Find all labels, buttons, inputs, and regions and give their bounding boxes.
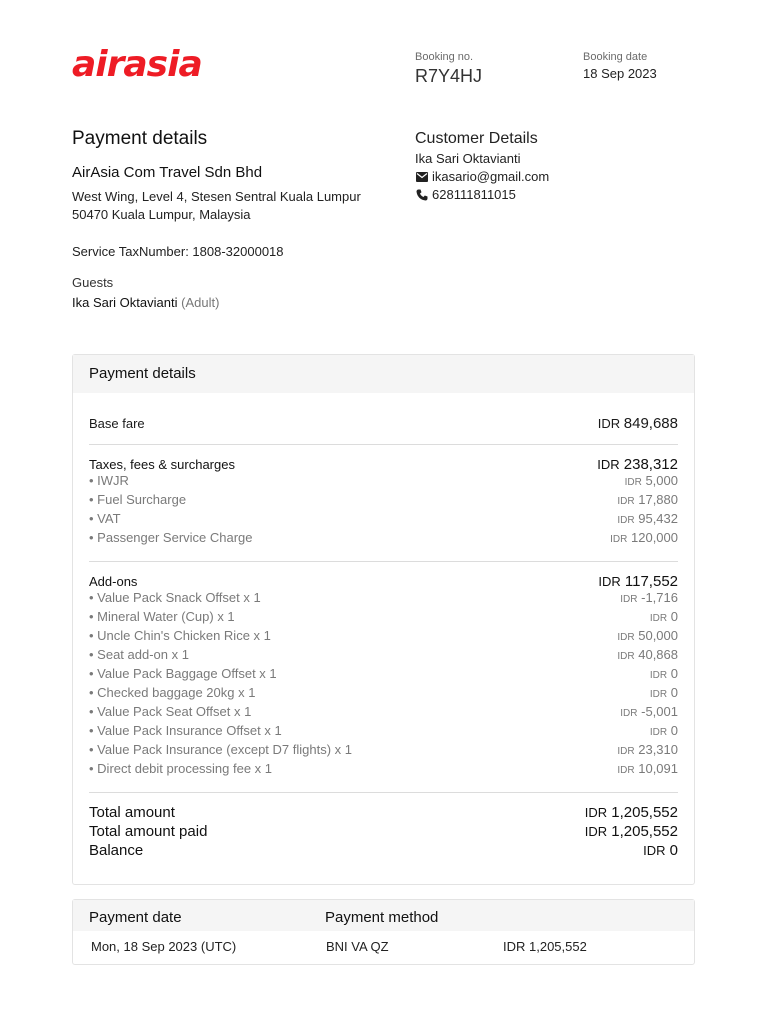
line-item <box>89 761 678 780</box>
divider <box>89 792 678 793</box>
line-item-amount: 50,000 <box>638 628 678 643</box>
taxes-value <box>597 456 678 473</box>
customer-email-text: ikasario@gmail.com <box>432 169 550 184</box>
customer-phone-text: 628111811015 <box>432 187 516 202</box>
currency-label: IDR <box>649 670 668 681</box>
total-label: Balance <box>89 842 144 859</box>
booking-number <box>415 51 482 87</box>
taxes-amount: 238,312 <box>623 456 678 473</box>
currency-label: IDR <box>617 746 635 757</box>
line-item-value <box>650 685 678 700</box>
line-item <box>89 647 678 666</box>
line-item <box>89 685 678 704</box>
booking-date <box>583 51 657 81</box>
line-item-amount: 23,310 <box>638 742 678 757</box>
currency-label: IDR <box>649 613 668 624</box>
line-item-label: • Seat add-on x 1 <box>89 647 189 662</box>
currency-label: IDR <box>610 534 628 545</box>
currency-label: IDR <box>597 416 621 431</box>
airasia-logo: airasia <box>72 44 202 85</box>
line-item <box>89 723 678 742</box>
customer-details <box>415 130 715 202</box>
line-item-amount: 0 <box>670 609 678 624</box>
line-item <box>89 666 678 685</box>
total-row <box>89 842 678 861</box>
total-label: Total amount <box>89 804 175 821</box>
line-item-amount: 5,000 <box>645 473 678 488</box>
line-item-label: • Checked baggage 20kg x 1 <box>89 685 256 700</box>
line-item-value <box>650 723 678 738</box>
line-item-label: • Value Pack Seat Offset x 1 <box>89 704 252 719</box>
currency-label: IDR <box>617 632 635 643</box>
booking-date-label: Booking date <box>583 51 648 63</box>
currency-label: IDR <box>620 708 638 719</box>
payment-transactions-card <box>72 899 695 965</box>
currency-label: IDR <box>598 574 621 589</box>
customer-name: Ika Sari Oktavianti <box>415 151 521 166</box>
taxes-items <box>89 473 678 549</box>
payment-details-card <box>72 354 695 885</box>
addons-amount: 117,552 <box>624 573 678 590</box>
line-item-amount: 0 <box>670 685 678 700</box>
line-item <box>89 590 678 609</box>
booking-number-value: R7Y4HJ <box>415 66 483 86</box>
transaction-date: Mon, 18 Sep 2023 (UTC) <box>91 939 237 954</box>
company-name: AirAsia Com Travel Sdn Bhd <box>72 164 263 181</box>
booking-number-label: Booking no. <box>415 51 474 63</box>
line-item-label: • Fuel Surcharge <box>89 492 187 507</box>
customer-phone <box>415 187 715 202</box>
line-item-value <box>650 666 678 681</box>
customer-email <box>415 169 715 184</box>
divider <box>89 444 678 445</box>
line-item-value <box>650 609 678 624</box>
payment-method-header: Payment method <box>325 909 439 926</box>
total-amount: 0 <box>669 842 678 859</box>
line-item-label: • Value Pack Snack Offset x 1 <box>89 590 261 605</box>
currency-label: IDR <box>617 765 635 776</box>
base-fare-label: Base fare <box>89 416 145 431</box>
line-item-label: • VAT <box>89 511 121 526</box>
currency-label: IDR <box>584 805 608 820</box>
guest-type: (Adult) <box>181 295 220 310</box>
line-item-label: • IWJR <box>89 473 129 488</box>
address-line-1: West Wing, Level 4, Stesen Sentral Kuala Lumpur <box>72 189 361 204</box>
total-value <box>643 842 678 859</box>
transaction-amount: IDR 1,205,552 <box>503 939 587 954</box>
guests-label: Guests <box>72 275 114 290</box>
line-item-label: • Passenger Service Charge <box>89 530 253 545</box>
total-value <box>585 823 678 840</box>
currency-label: IDR <box>620 594 638 605</box>
line-item-amount: -1,716 <box>641 590 678 605</box>
line-item <box>89 492 678 511</box>
line-item-label: • Mineral Water (Cup) x 1 <box>89 609 235 624</box>
line-item-amount: -5,001 <box>641 704 678 719</box>
line-item-value <box>610 530 678 545</box>
payment-details-header: Payment details <box>73 355 694 393</box>
guest-name: Ika Sari Oktavianti <box>72 295 178 310</box>
line-item-amount: 0 <box>670 723 678 738</box>
line-item-amount: 40,868 <box>638 647 678 662</box>
line-item-label: • Value Pack Insurance Offset x 1 <box>89 723 282 738</box>
addons-row <box>89 573 678 590</box>
currency-label: IDR <box>649 689 668 700</box>
transactions-header <box>73 900 694 931</box>
base-fare-value <box>598 415 678 432</box>
total-amount: 1,205,552 <box>611 823 678 840</box>
payment-details-body <box>73 415 694 861</box>
total-amount: 1,205,552 <box>611 804 678 821</box>
line-item <box>89 704 678 723</box>
addons-label: Add-ons <box>89 574 138 589</box>
line-item-amount: 95,432 <box>638 511 678 526</box>
base-fare-row <box>89 415 678 432</box>
addons-value <box>598 573 678 590</box>
total-label: Total amount paid <box>89 823 208 840</box>
line-item-label: • Value Pack Insurance (except D7 flights) x 1 <box>89 742 352 757</box>
currency-label: IDR <box>617 515 635 526</box>
line-item <box>89 511 678 530</box>
tax-number: Service TaxNumber: 1808-32000018 <box>72 244 284 259</box>
company-details <box>72 128 402 310</box>
line-item <box>89 609 678 628</box>
line-item-amount: 0 <box>670 666 678 681</box>
line-item-amount: 17,880 <box>638 492 678 507</box>
guest-entry <box>72 295 402 310</box>
total-row <box>89 823 678 842</box>
address-line-2: 50470 Kuala Lumpur, Malaysia <box>72 207 251 222</box>
line-item <box>89 742 678 761</box>
currency-label: IDR <box>597 457 620 472</box>
taxes-label: Taxes, fees & surcharges <box>89 457 235 472</box>
total-value <box>585 804 678 821</box>
line-item-value <box>617 647 678 662</box>
line-item-value <box>617 492 678 507</box>
addons-items <box>89 590 678 780</box>
total-row <box>89 804 678 823</box>
line-item-amount: 120,000 <box>631 530 678 545</box>
currency-label: IDR <box>643 843 666 858</box>
payment-date-header: Payment date <box>89 909 182 926</box>
line-item-label: • Uncle Chin's Chicken Rice x 1 <box>89 628 271 643</box>
base-fare-amount: 849,688 <box>623 415 678 432</box>
line-item-label: • Value Pack Baggage Offset x 1 <box>89 666 277 681</box>
currency-label: IDR <box>624 477 642 488</box>
line-item-value <box>617 628 678 643</box>
line-item-value <box>617 761 678 776</box>
booking-date-value: 18 Sep 2023 <box>583 66 657 81</box>
line-item-value <box>617 742 678 757</box>
line-item-label: • Direct debit processing fee x 1 <box>89 761 273 776</box>
phone-icon <box>415 188 428 201</box>
envelope-icon <box>415 170 428 183</box>
currency-label: IDR <box>617 651 635 662</box>
line-item-amount: 10,091 <box>638 761 678 776</box>
line-item <box>89 628 678 647</box>
line-item-value <box>620 704 678 719</box>
totals <box>89 804 678 861</box>
divider <box>89 561 678 562</box>
line-item-value <box>625 473 678 488</box>
line-item-value <box>617 511 678 526</box>
line-item-value <box>620 590 678 605</box>
currency-label: IDR <box>617 496 635 507</box>
currency-label: IDR <box>649 727 668 738</box>
page-title: Payment details <box>72 128 208 149</box>
taxes-row <box>89 456 678 473</box>
company-address <box>72 188 402 224</box>
customer-details-title: Customer Details <box>415 130 538 147</box>
transaction-method: BNI VA QZ <box>326 939 389 954</box>
currency-label: IDR <box>584 824 608 839</box>
line-item <box>89 530 678 549</box>
line-item <box>89 473 678 492</box>
